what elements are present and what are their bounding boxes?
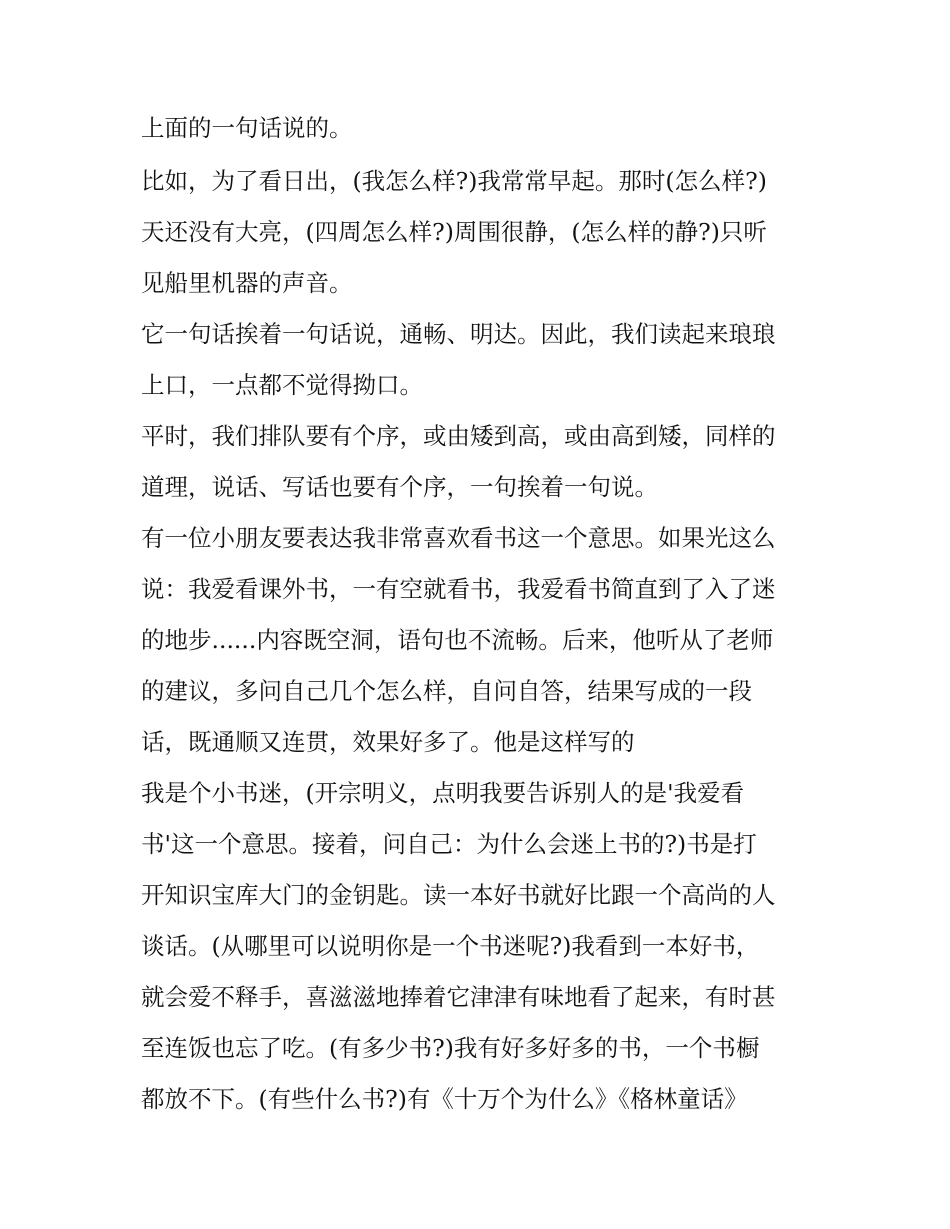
text-line: 我是个小书迷，(开宗明义，点明我要告诉别人的是'我爱看	[141, 779, 745, 807]
text-line: 说：我爱看课外书，一有空就看书，我爱看书简直到了入了迷	[141, 575, 776, 603]
text-line: 的建议，多问自己几个怎么样，自问自答，结果写成的一段	[141, 677, 752, 705]
text-line: 就会爱不释手，喜滋滋地捧着它津津有味地看了起来，有时甚	[141, 983, 776, 1011]
text-line: 道理，说话、写话也要有个序，一句挨着一句说。	[141, 473, 658, 501]
text-line: 上面的一句话说的。	[141, 114, 353, 142]
text-line: 比如，为了看日出，(我怎么样?)我常常早起。那时(怎么样?)	[141, 167, 767, 195]
text-line: 谈话。(从哪里可以说明你是一个书迷呢?)我看到一本好书，	[141, 932, 760, 960]
text-line: 见船里机器的声音。	[141, 269, 353, 297]
text-line: 有一位小朋友要表达我非常喜欢看书这一个意思。如果光这么	[141, 524, 776, 552]
text-line: 话，既通顺又连贯，效果好多了。他是这样写的	[141, 728, 635, 756]
text-line: 开知识宝库大门的金钥匙。读一本好书就好比跟一个高尚的人	[141, 881, 776, 909]
text-line: 上口，一点都不觉得拗口。	[141, 371, 423, 399]
text-line: 它一句话挨着一句话说，通畅、明达。因此，我们读起来琅琅	[141, 320, 776, 348]
text-line: 天还没有大亮，(四周怎么样?)周围很静，(怎么样的静?)只听	[141, 218, 767, 246]
text-line: 至连饭也忘了吃。(有多少书?)我有好多好多的书，一个书橱	[141, 1034, 760, 1062]
text-line: 书'这一个意思。接着，问自己：为什么会迷上书的?)书是打	[141, 830, 757, 858]
text-line: 的地步......内容既空洞，语句也不流畅。后来，他听从了老师	[141, 626, 774, 654]
text-line: 都放不下。(有些什么书?)有《十万个为什么》《格林童话》	[141, 1085, 748, 1113]
text-line: 平时，我们排队要有个序，或由矮到高，或由高到矮，同样的	[141, 422, 776, 450]
